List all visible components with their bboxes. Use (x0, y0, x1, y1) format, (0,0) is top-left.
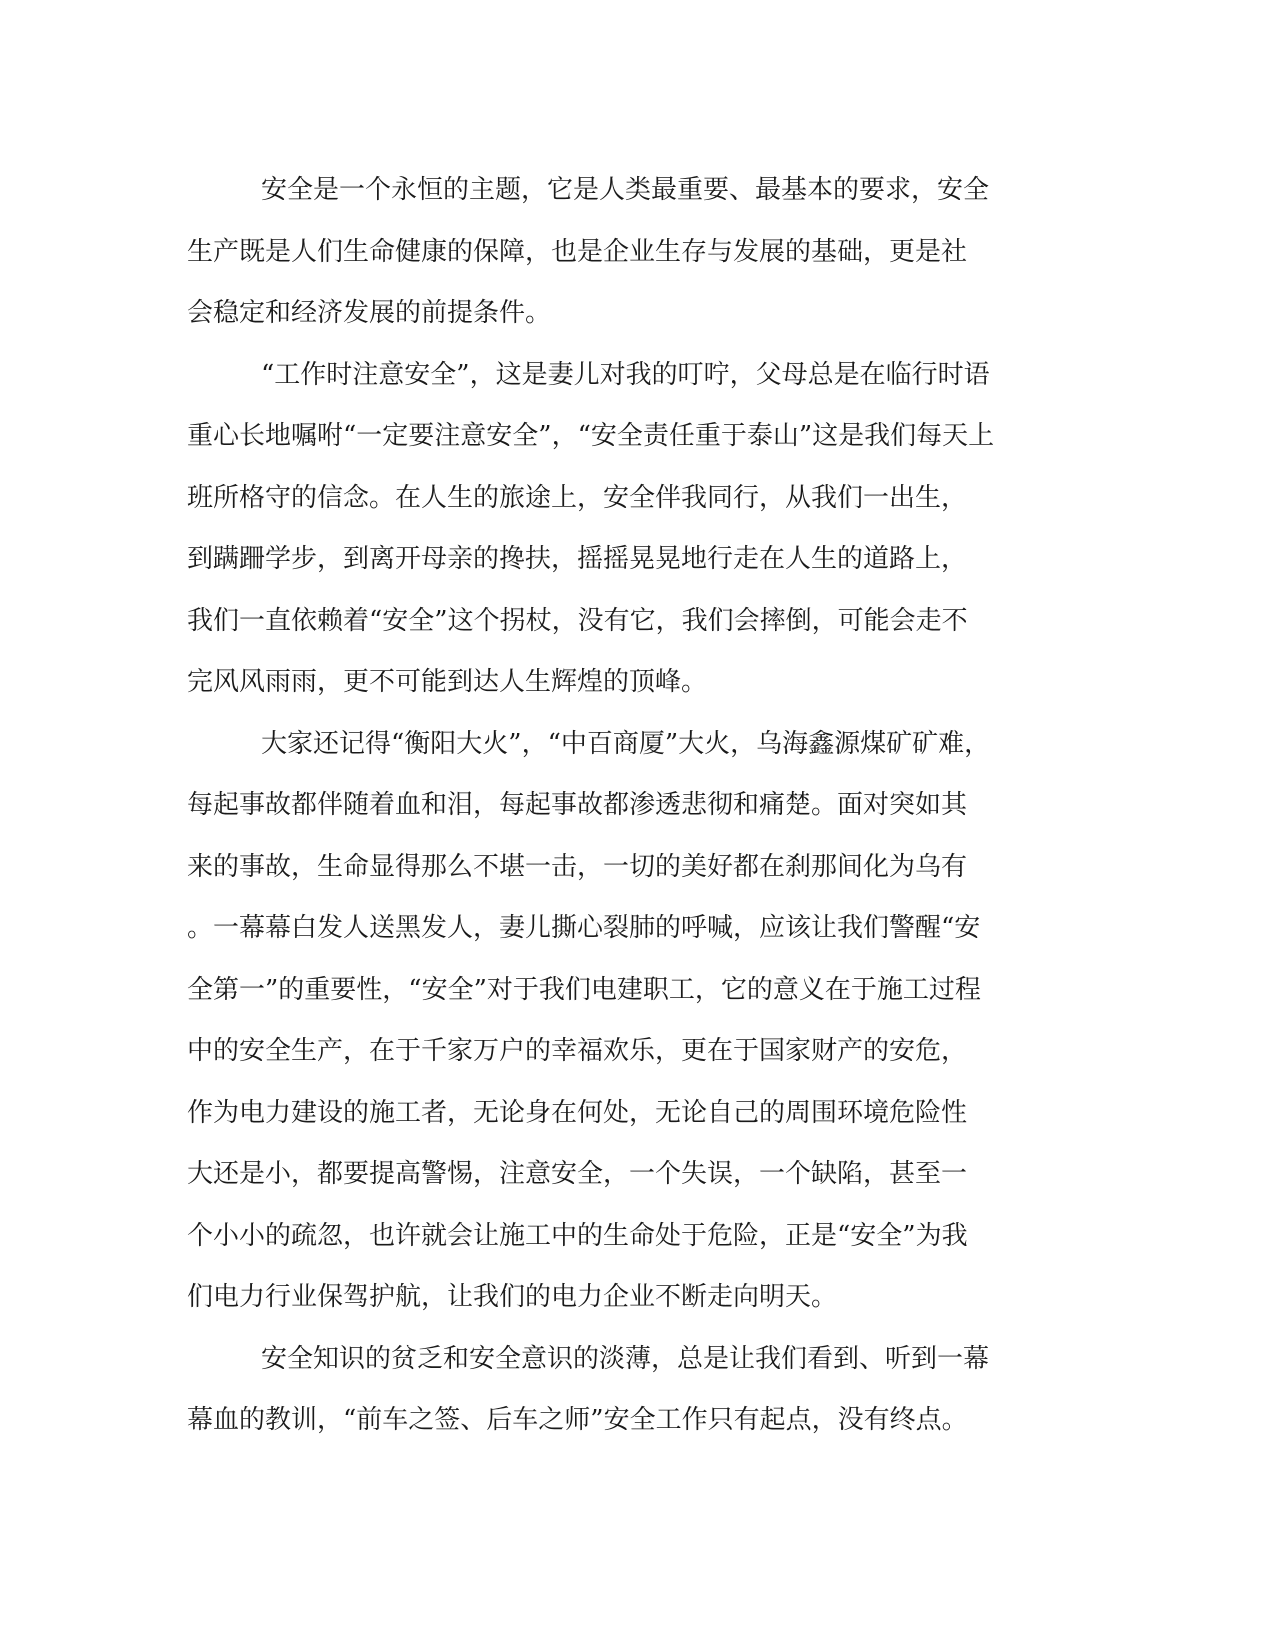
text-line: 我们一直依赖着“安全”这个拐杖，没有它，我们会摔倒，可能会走不 (187, 605, 968, 636)
text-line: 全第一”的重要性，“安全”对于我们电建职工，它的意义在于施工过程 (187, 974, 981, 1005)
text-line: 安全知识的贫乏和安全意识的淡薄，总是让我们看到、听到一幕 (261, 1343, 990, 1374)
text-line: 安全是一个永恒的主题，它是人类最重要、最基本的要求，安全 (261, 175, 990, 205)
text-line: 生产既是人们生命健康的保障，也是企业生存与发展的基础，更是社 (187, 236, 968, 267)
text-line: 到蹒跚学步，到离开母亲的搀扶，摇摇晃晃地行走在人生的道路上， (187, 544, 968, 574)
text-line: 每起事故都伴随着血和泪，每起事故都渗透悲彻和痛楚。面对突如其 (187, 790, 968, 820)
document-body (187, 160, 1087, 1452)
text-line: 大家还记得“衡阳大火”，“中百商厦”大火，乌海鑫源煤矿矿难， (261, 728, 991, 759)
text-line: 会稳定和经济发展的前提条件。 (187, 298, 552, 328)
text-line: 完风风雨雨，更不可能到达人生辉煌的顶峰。 (187, 667, 708, 697)
text-line: 。一幕幕白发人送黑发人，妻儿撕心裂肺的呼喊，应该让我们警醒“安 (187, 913, 981, 943)
paragraph (187, 345, 1087, 714)
paragraph (187, 714, 1087, 1329)
text-line: “工作时注意安全”，这是妻儿对我的叮咛，父母总是在临行时语 (261, 359, 990, 390)
text-line: 作为电力建设的施工者，无论身在何处，无论自己的周围环境危险性 (187, 1097, 968, 1128)
text-line: 幕血的教训，“前车之签、后车之师”安全工作只有起点，没有终点。 (187, 1405, 968, 1435)
text-line: 们电力行业保驾护航，让我们的电力企业不断走向明天。 (187, 1282, 838, 1312)
text-line: 中的安全生产，在于千家万户的幸福欢乐，更在于国家财产的安危， (187, 1036, 968, 1066)
paragraph (187, 160, 1087, 345)
text-line: 来的事故，生命显得那么不堪一击，一切的美好都在刹那间化为乌有 (187, 851, 968, 882)
text-line: 重心长地嘱咐“一定要注意安全”，“安全责任重于泰山”这是我们每天上 (187, 421, 995, 451)
text-line: 个小小的疏忽，也许就会让施工中的生命处于危险，正是“安全”为我 (187, 1220, 968, 1251)
paragraph (187, 1329, 1087, 1452)
text-line: 班所格守的信念。在人生的旅途上，安全伴我同行，从我们一出生， (187, 482, 968, 513)
text-line: 大还是小，都要提高警惕，注意安全，一个失误，一个缺陷，甚至一 (187, 1159, 968, 1189)
